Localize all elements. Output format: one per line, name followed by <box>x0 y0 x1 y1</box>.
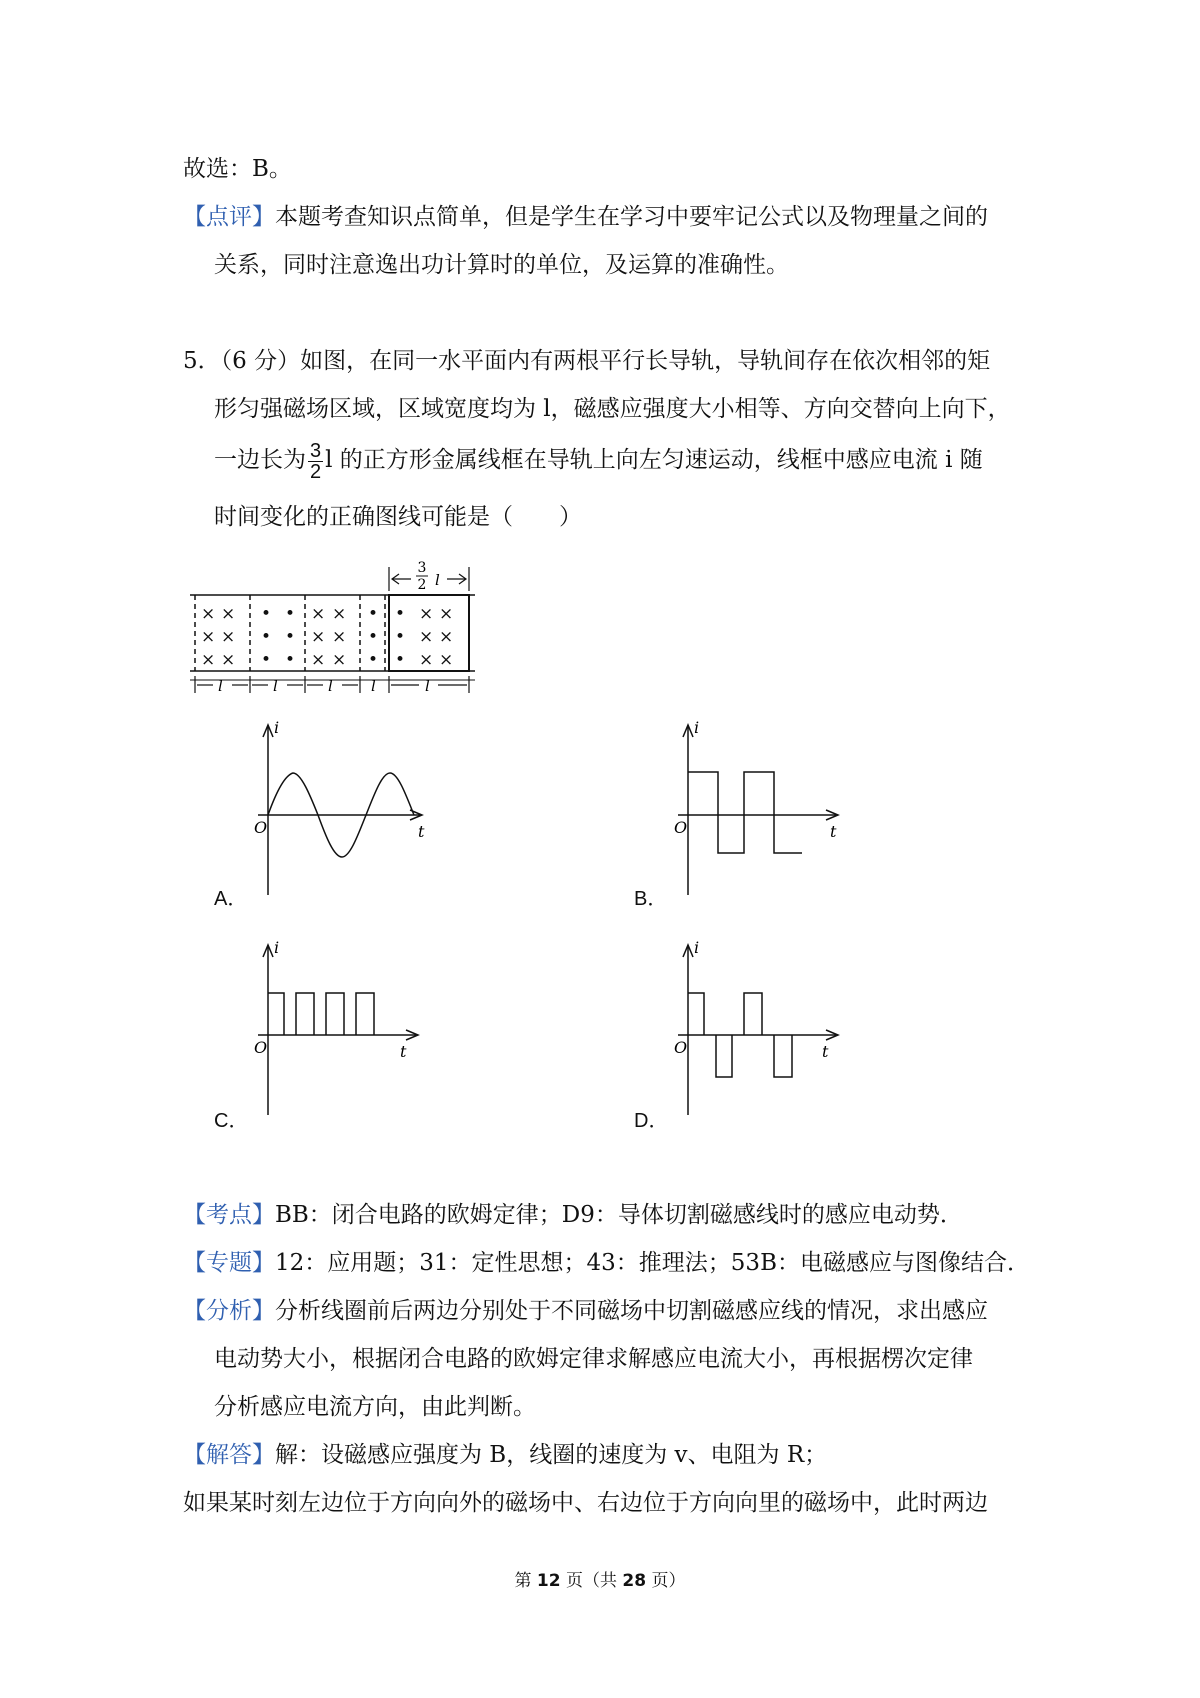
origin-label: O <box>674 1038 688 1057</box>
cross-mark: × <box>419 650 434 670</box>
fenxi-line-3: 分析感应电流方向，由此判断。 <box>214 1394 536 1420</box>
origin-label: O <box>254 1038 268 1057</box>
cross-mark: × <box>221 650 236 670</box>
question-line-1: 5．（6 分）如图，在同一水平面内有两根平行长导轨，导轨间存在依次相邻的矩 <box>183 348 991 374</box>
cross-mark: × <box>201 604 216 624</box>
dot-mark: • <box>285 627 296 647</box>
cross-mark: × <box>201 650 216 670</box>
cross-mark: × <box>221 627 236 647</box>
zhuanti-tag: 【专题】 <box>183 1250 275 1276</box>
dim-l: l <box>328 677 333 695</box>
jieda-tag: 【解答】 <box>183 1442 275 1468</box>
axis-i-label: i <box>694 938 700 957</box>
graph-b <box>660 715 860 900</box>
footer-prefix: 第 <box>514 1571 532 1591</box>
cross-mark: × <box>419 627 434 647</box>
jieda-text: 解：设磁感应强度为 B，线圈的速度为 v、电阻为 R； <box>275 1442 828 1468</box>
zhuanti-line <box>183 1252 1030 1275</box>
dot-mark: • <box>285 650 296 670</box>
option-b[interactable]: B． <box>634 888 668 910</box>
fenxi-line-2: 电动势大小，根据闭合电路的欧姆定律求解感应电流大小，再根据楞次定律 <box>214 1346 973 1372</box>
dot-mark: • <box>261 604 272 624</box>
cross-mark: × <box>439 604 454 624</box>
kaodian-tag: 【考点】 <box>183 1202 275 1228</box>
dim-frac-den: 2 <box>417 577 427 593</box>
axis-i-label: i <box>274 938 280 957</box>
solution-line-last: 如果某时刻左边位于方向向外的磁场中、右边位于方向向里的磁场中，此时两边 <box>183 1490 988 1516</box>
graph-d <box>660 935 860 1120</box>
cross-mark: × <box>439 627 454 647</box>
fraction-denominator: 2 <box>310 460 322 483</box>
cross-mark: × <box>201 627 216 647</box>
answer-line: 故选：B。 <box>183 156 292 182</box>
axis-t-label: t <box>418 822 425 841</box>
question-line-4: 时间变化的正确图线可能是（ ） <box>214 504 582 530</box>
comment-line-1 <box>183 206 988 229</box>
cross-mark: × <box>332 627 347 647</box>
dot-mark: • <box>395 604 406 624</box>
comment-line-2: 关系，同时注意逸出功计算时的单位，及运算的准确性。 <box>214 252 789 278</box>
dim-l: l <box>371 677 376 695</box>
origin-label: O <box>254 818 268 837</box>
dim-l: l <box>218 677 223 695</box>
page-number: 12 <box>536 1571 561 1591</box>
axis-t-label: t <box>400 1042 407 1061</box>
dot-mark: • <box>368 627 379 647</box>
option-a[interactable]: A． <box>214 888 248 910</box>
dot-mark: • <box>368 604 379 624</box>
comment-tag: 【点评】 <box>183 204 275 230</box>
dot-mark: • <box>395 627 406 647</box>
fraction-numerator: 3 <box>310 439 322 462</box>
dim-frac-num: 3 <box>417 560 427 576</box>
dot-mark: • <box>368 650 379 670</box>
footer-suffix: 页） <box>651 1571 686 1591</box>
page-footer <box>0 1566 1200 1591</box>
option-c[interactable]: C． <box>214 1110 249 1132</box>
cross-mark: × <box>419 604 434 624</box>
magnetic-field-figure <box>185 555 485 695</box>
cross-mark: × <box>311 627 326 647</box>
dot-mark: • <box>395 650 406 670</box>
zhuanti-text: 12：应用题；31：定性思想；43：推理法；53B：电磁感应与图像结合． <box>275 1250 1030 1276</box>
cross-mark: × <box>332 650 347 670</box>
cross-mark: × <box>311 650 326 670</box>
cross-mark: × <box>439 650 454 670</box>
dim-l: l <box>425 677 430 695</box>
graph-c <box>240 935 440 1120</box>
origin-label: O <box>674 818 688 837</box>
dim-l-top: l <box>435 571 440 589</box>
page-total: 28 <box>622 1571 647 1591</box>
footer-middle: 页（共 <box>566 1571 617 1591</box>
axis-t-label: t <box>830 822 837 841</box>
kaodian-text: BB：闭合电路的欧姆定律；D9：导体切割磁感线时的感应电动势． <box>275 1202 963 1228</box>
fenxi-tag: 【分析】 <box>183 1298 275 1324</box>
jieda-line <box>183 1444 827 1467</box>
cross-mark: × <box>221 604 236 624</box>
fraction-three-halves <box>308 441 323 482</box>
dot-mark: • <box>261 627 272 647</box>
graph-a <box>240 715 440 900</box>
question-line-2: 形匀强磁场区域，区域宽度均为 l，磁感应强度大小相等、方向交替向上向下， <box>214 396 1011 422</box>
dot-mark: • <box>285 604 296 624</box>
question-text-3b: l 的正方形金属线框在导轨上向左匀速运动，线框中感应电流 i 随 <box>325 447 983 473</box>
axis-t-label: t <box>822 1042 829 1061</box>
axis-i-label: i <box>274 718 280 737</box>
fenxi-text-1: 分析线圈前后两边分别处于不同磁场中切割磁感应线的情况，求出感应 <box>275 1298 988 1324</box>
axis-i-label: i <box>694 718 700 737</box>
option-d[interactable]: D． <box>634 1110 669 1132</box>
cross-mark: × <box>332 604 347 624</box>
dim-l: l <box>273 677 278 695</box>
fenxi-line-1 <box>183 1300 988 1323</box>
question-line-3 <box>214 440 983 482</box>
question-text-3a: 一边长为 <box>214 447 306 473</box>
dot-mark: • <box>261 650 272 670</box>
kaodian-line <box>183 1204 963 1227</box>
comment-text-1: 本题考查知识点简单，但是学生在学习中要牢记公式以及物理量之间的 <box>275 204 988 230</box>
cross-mark: × <box>311 604 326 624</box>
